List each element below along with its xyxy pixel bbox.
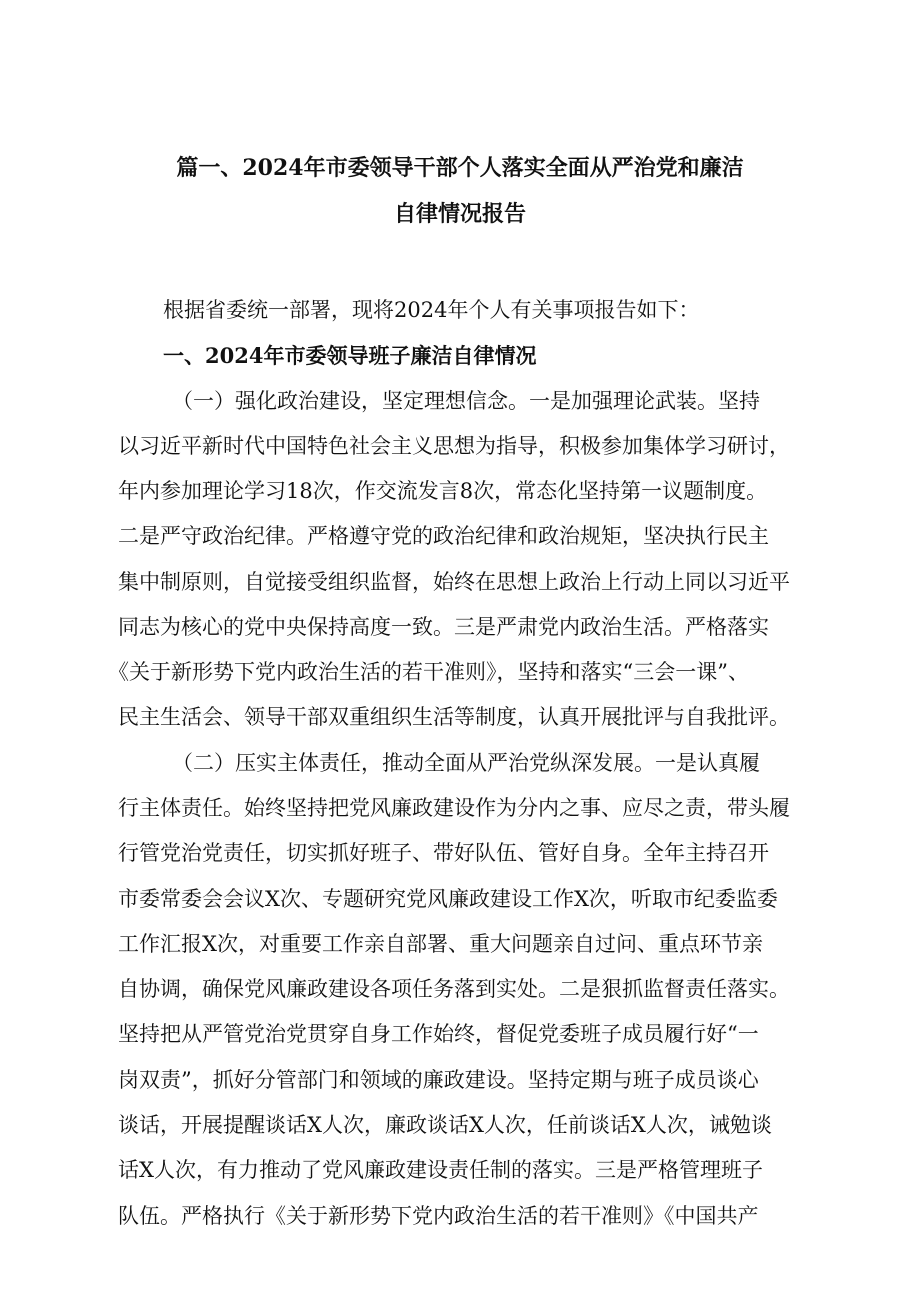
paragraph-line: 谈话，开展提醒谈话X人次，廉政谈话X人次，任前谈话X人次，诫勉谈 (118, 1113, 772, 1137)
paragraph-line: 同志为核心的党中央保持高度一致。三是严肃党内政治生活。严格落实 (118, 615, 769, 639)
paragraph-line: 自协调，确保党风廉政建设各项任务落到实处。二是狠抓监督责任落实。 (118, 977, 790, 1001)
paragraph-line: 《关于新形势下党内政治生活的若干准则》，坚持和落实“三会一课”、 (108, 660, 749, 684)
paragraph-line: 行主体责任。始终坚持把党风廉政建设作为分内之事、应尽之责，带头履 (118, 796, 790, 820)
paragraph-line: 以习近平新时代中国特色社会主义思想为指导，积极参加集体学习研讨， (118, 434, 790, 458)
paragraph-line: （二）压实主体责任，推动全面从严治党纵深发展。一是认真履 (172, 751, 760, 775)
paragraph-line: 年内参加理论学习18次，作交流发言8次，常态化坚持第一议题制度。 (118, 479, 768, 503)
paragraph-line: 话X人次，有力推动了党风廉政建设责任制的落实。三是严格管理班子 (118, 1158, 763, 1182)
paragraph-line: 工作汇报X次，对重要工作亲自部署、重大问题亲自过问、重点环节亲 (118, 932, 763, 956)
paragraph-line: 民主生活会、领导干部双重组织生活等制度，认真开展批评与自我批评。 (118, 705, 790, 729)
paragraph-line: 坚持把从严管党治党贯穿自身工作始终，督促党委班子成员履行好“一 (118, 1022, 759, 1046)
paragraph-line: 岗双责”，抓好分管部门和领域的廉政建设。坚持定期与班子成员谈心 (118, 1068, 759, 1092)
intro-paragraph: 根据省委统一部署，现将2024年个人有关事项报告如下： (163, 298, 700, 322)
paragraph-line: （一）强化政治建设，坚定理想信念。一是加强理论武装。坚持 (172, 389, 760, 413)
paragraph-line: 集中制原则，自觉接受组织监督，始终在思想上政治上行动上同以习近平 (118, 570, 790, 594)
paragraph-line: 市委常委会会议X次、专题研究党风廉政建设工作X次，听取市纪委监委 (118, 887, 778, 911)
paragraph-line: 队伍。严格执行《关于新形势下党内政治生活的若干准则》《中国共产 (118, 1204, 759, 1228)
paragraph-line: 二是严守政治纪律。严格遵守党的政治纪律和政治规矩，坚决执行民主 (118, 524, 769, 548)
document-title-line-2: 自律情况报告 (393, 201, 526, 227)
section-heading: 一、2024年市委领导班子廉洁自律情况 (163, 343, 537, 368)
paragraph-line: 行管党治党责任，切实抓好班子、带好队伍、管好自身。全年主持召开 (118, 841, 769, 865)
document-title-line-1: 篇一、2024年市委领导干部个人落实全面从严治党和廉洁 (176, 155, 744, 181)
